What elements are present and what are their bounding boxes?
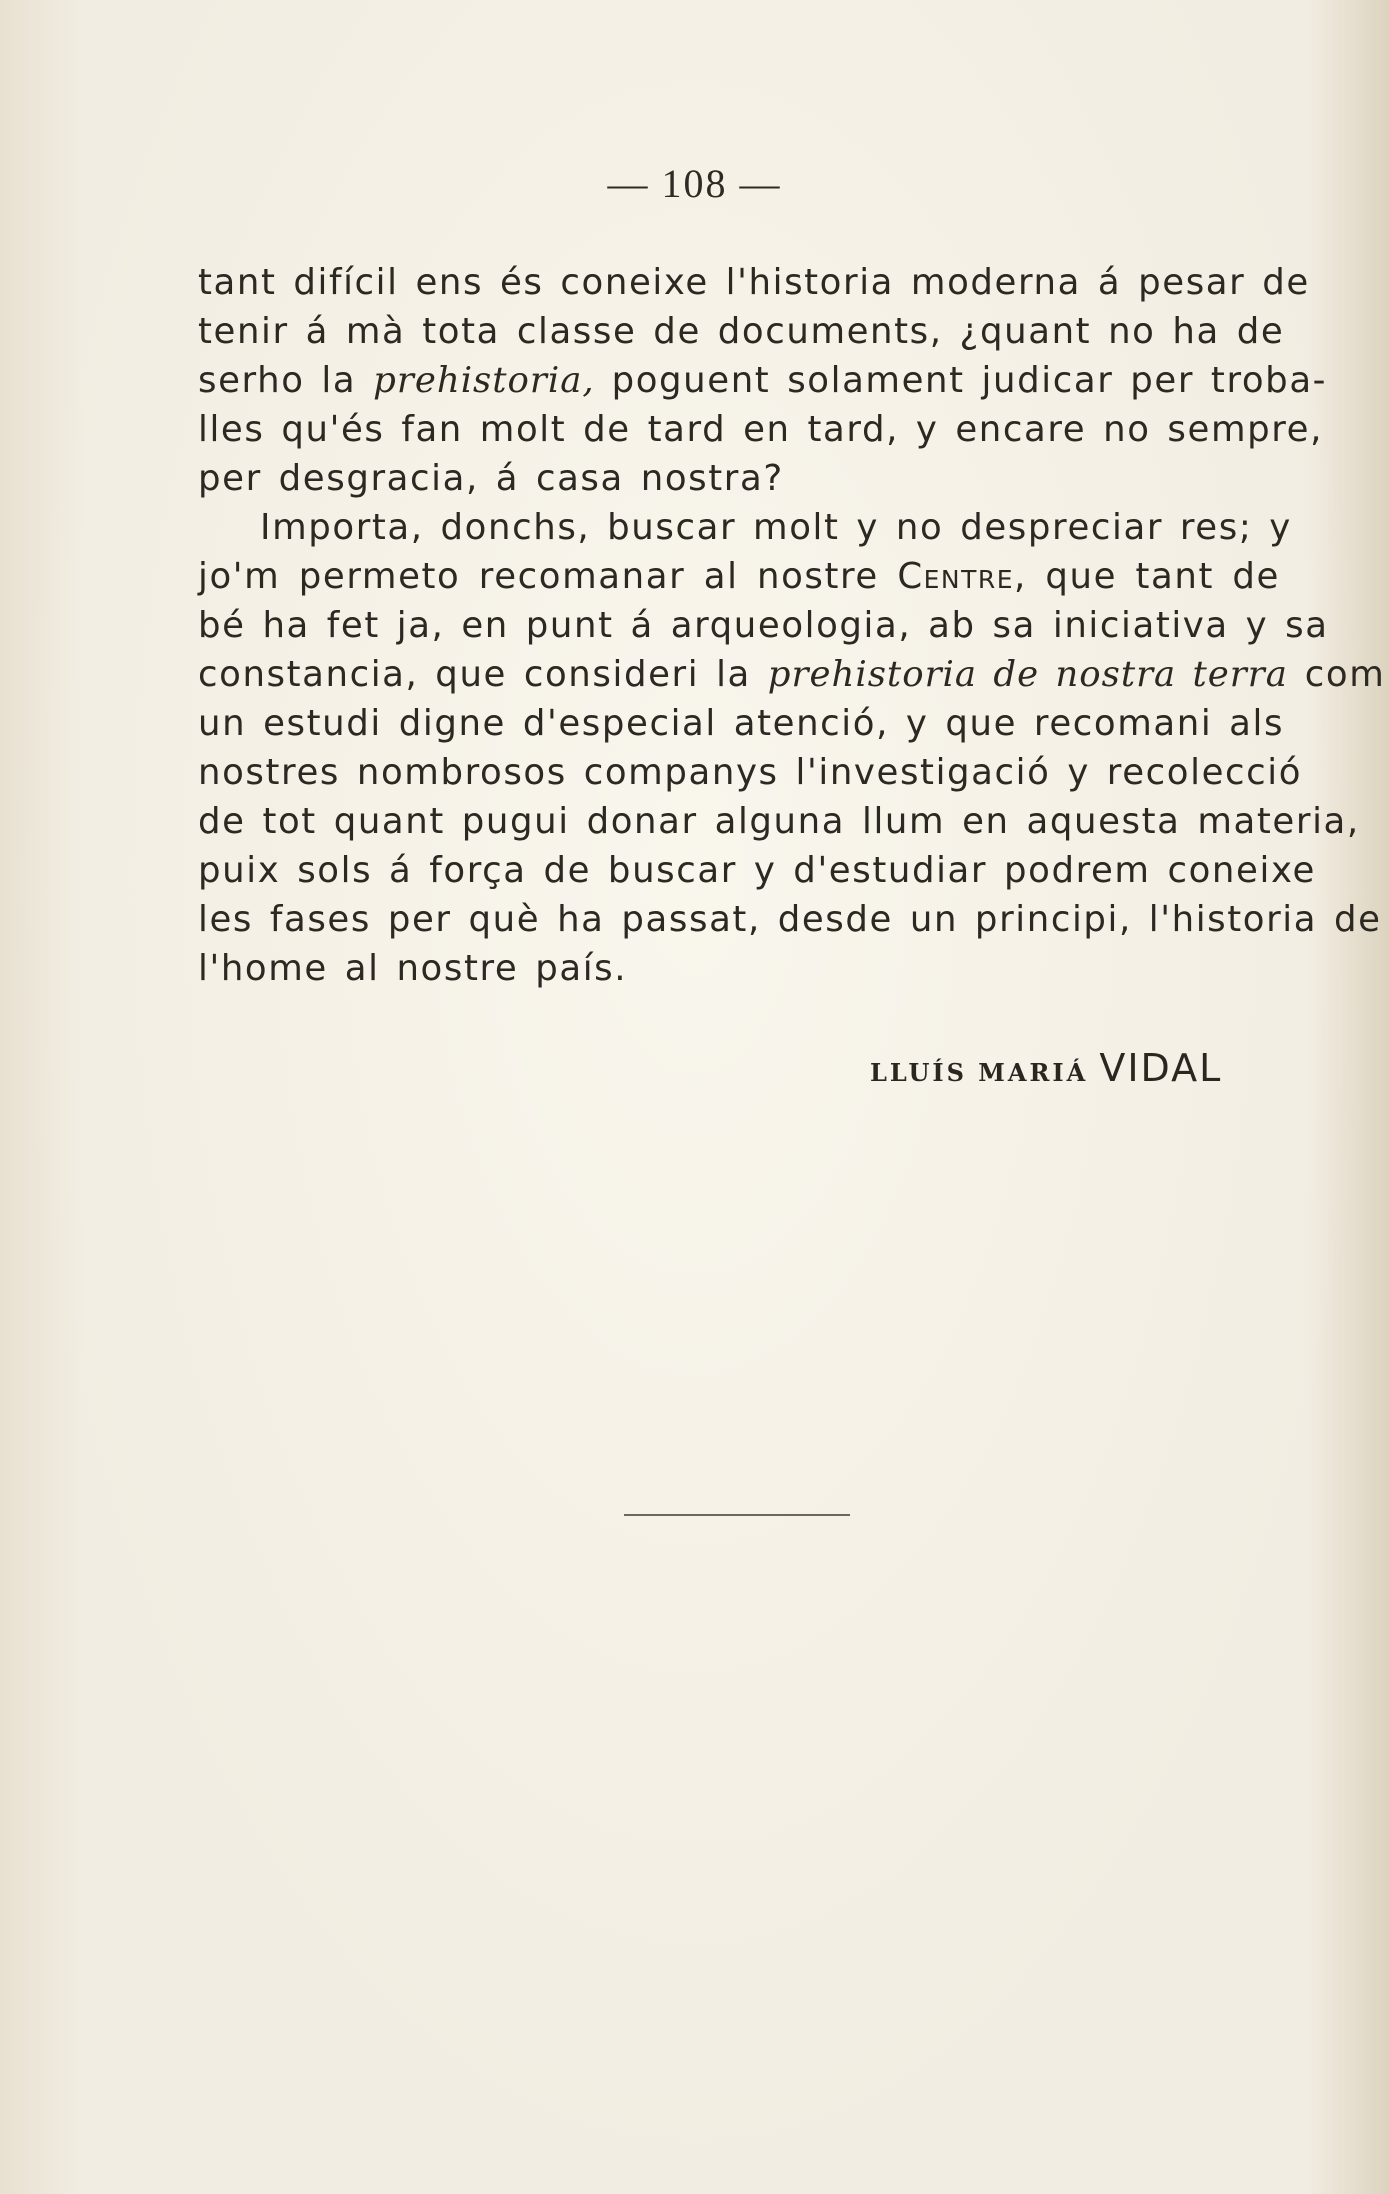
text-line: puix sols á força de buscar y d'estudiar podrem coneixe — [198, 850, 1316, 891]
author-surname: VIDAL — [1099, 1046, 1223, 1090]
text-segment: , que tant de — [1014, 556, 1280, 597]
italic-term: prehistoria de nostra terra — [767, 654, 1288, 695]
text-line: Importa, donchs, buscar molt y no despreciar res; y — [260, 507, 1292, 548]
text-line: les fases per què ha passat, desde un principi, l'historia de — [198, 899, 1382, 940]
text-line: per desgracia, á casa nostra? — [198, 458, 784, 499]
text-segment: serho la — [198, 360, 374, 401]
text-line: l'home al nostre país. — [198, 948, 628, 989]
text-line: lles qu'és fan molt de tard en tard, y encare no sempre, — [198, 409, 1323, 450]
text-segment: com — [1287, 654, 1386, 695]
text-line: bé ha fet ja, en punt á arqueologia, ab sa iniciativa y sa — [198, 605, 1329, 646]
text-segment: constancia, que consideri la — [198, 654, 768, 695]
author-signature — [870, 1046, 1222, 1090]
body-text — [198, 258, 1386, 993]
text-line: tenir á mà tota classe de documents, ¿quant no ha de — [198, 311, 1285, 352]
text-segment: poguent solament judicar per troba- — [594, 360, 1328, 401]
text-line: nostres nombrosos companys l'investigació y recolecció — [198, 752, 1303, 793]
smallcaps-term: Centre — [897, 556, 1015, 597]
text-line: tant difícil ens és coneixe l'historia moderna á pesar de — [198, 262, 1310, 303]
section-divider — [624, 1514, 850, 1516]
text-line — [198, 552, 1280, 601]
italic-term: prehistoria, — [373, 360, 595, 401]
text-line: de tot quant pugui donar alguna llum en aquesta materia, — [198, 801, 1360, 842]
text-line — [198, 356, 1328, 405]
author-first-names: LLUÍS MARIÁ — [870, 1058, 1089, 1087]
text-line — [198, 650, 1386, 699]
text-line: un estudi digne d'especial atenció, y que recomani als — [198, 703, 1285, 744]
text-segment: jo'm permeto recomanar al nostre — [198, 556, 898, 597]
page-number: — 108 — — [607, 161, 782, 206]
